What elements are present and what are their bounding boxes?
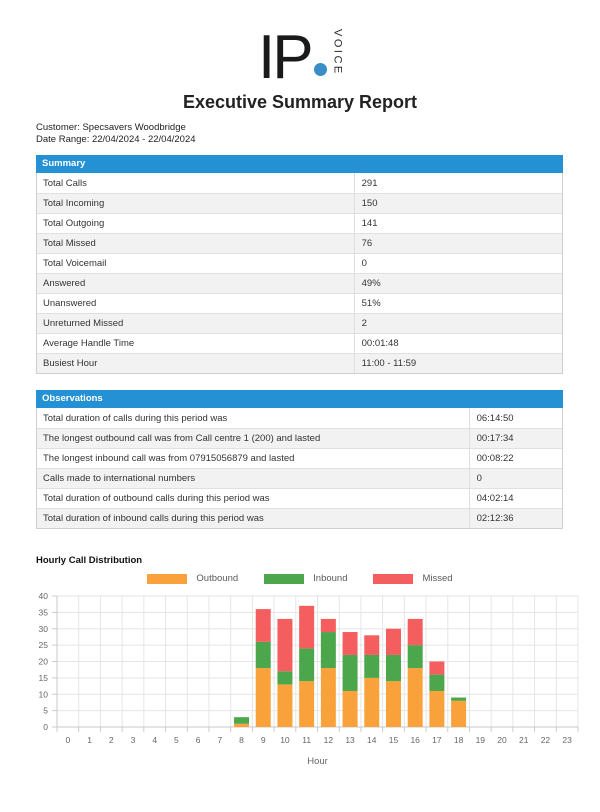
- row-label: Total Outgoing: [37, 214, 355, 233]
- row-value: 2: [361, 318, 367, 329]
- hourly-call-distribution-chart: [0, 588, 600, 783]
- table-row: [37, 173, 562, 193]
- summary-table: [36, 155, 563, 374]
- svg-text:4: 4: [152, 735, 158, 745]
- svg-text:18: 18: [453, 735, 464, 745]
- summary-table-header: Summary: [36, 155, 563, 173]
- row-value: 06:14:50: [476, 412, 514, 424]
- legend-label: Missed: [422, 573, 453, 584]
- table-row: [37, 333, 562, 353]
- row-value: 76: [361, 238, 373, 249]
- table-row: [37, 233, 562, 253]
- svg-text:8: 8: [239, 735, 244, 745]
- chart-legend: [0, 573, 600, 584]
- svg-text:Hour: Hour: [307, 756, 328, 767]
- row-label: Total Incoming: [37, 194, 355, 213]
- row-label: Average Handle Time: [37, 334, 355, 353]
- svg-text:35: 35: [38, 607, 48, 618]
- row-value: 00:01:48: [361, 338, 399, 349]
- svg-text:5: 5: [43, 705, 48, 716]
- observations-table-header: Observations: [36, 390, 563, 408]
- svg-text:1: 1: [87, 735, 92, 745]
- row-value: 0: [361, 258, 367, 269]
- svg-text:0: 0: [65, 735, 71, 745]
- table-row: [37, 468, 562, 488]
- observations-table-body: [36, 408, 563, 529]
- svg-text:13: 13: [345, 735, 355, 745]
- page-title: Executive Summary Report: [182, 92, 418, 112]
- legend-swatch-icon: [264, 574, 304, 584]
- svg-text:20: 20: [497, 735, 507, 745]
- svg-text:15: 15: [38, 672, 48, 683]
- table-row: [37, 448, 562, 468]
- row-label: The longest inbound call was from 07915056879 and lasted: [37, 449, 470, 468]
- row-value: 02:12:36: [476, 513, 514, 524]
- row-label: Total duration of calls during this period was: [37, 408, 470, 428]
- date-range-line: Date Range: 22/04/2024 - 22/04/2024: [36, 133, 196, 145]
- svg-text:21: 21: [518, 735, 529, 745]
- table-row: [37, 273, 562, 293]
- svg-text:0: 0: [43, 722, 48, 732]
- logo-dot-icon: [314, 63, 327, 76]
- summary-table-body: [36, 173, 563, 374]
- row-value: 51%: [361, 298, 381, 309]
- svg-text:11: 11: [302, 735, 312, 745]
- svg-text:3: 3: [130, 735, 136, 745]
- svg-text:22: 22: [540, 735, 551, 745]
- row-label: The longest outbound call was from Call centre 1 (200) and lasted: [37, 429, 470, 448]
- svg-text:25: 25: [38, 640, 48, 651]
- svg-text:40: 40: [38, 591, 48, 601]
- svg-text:10: 10: [280, 735, 290, 745]
- table-row: [37, 428, 562, 448]
- svg-text:23: 23: [562, 735, 572, 745]
- row-value: 150: [361, 198, 378, 209]
- logo-vertical-text: VOICE: [331, 29, 344, 76]
- row-value: 291: [361, 177, 378, 189]
- table-row: [37, 193, 562, 213]
- logo-ip-letters: IP: [258, 23, 311, 92]
- svg-text:12: 12: [323, 735, 334, 745]
- row-value: 00:17:34: [476, 433, 514, 444]
- svg-text:5: 5: [174, 735, 179, 745]
- row-value: 49%: [361, 278, 381, 289]
- legend-label: Outbound: [196, 573, 239, 584]
- svg-text:10: 10: [38, 689, 48, 700]
- svg-text:16: 16: [410, 735, 420, 745]
- row-value: 04:02:14: [476, 493, 514, 504]
- svg-text:6: 6: [195, 735, 201, 745]
- table-row: [37, 508, 562, 528]
- legend-swatch-icon: [147, 574, 187, 584]
- row-label: Total duration of outbound calls during this period was: [37, 489, 470, 508]
- customer-info: [36, 122, 196, 145]
- legend-item-inbound: [264, 573, 347, 584]
- row-label: Unanswered: [37, 294, 355, 313]
- logo-text: [258, 23, 327, 92]
- row-value: 141: [361, 218, 378, 229]
- legend-label: Inbound: [313, 573, 348, 584]
- row-value: 0: [476, 473, 482, 484]
- svg-text:20: 20: [38, 656, 48, 667]
- legend-item-missed: [373, 573, 452, 584]
- svg-text:7: 7: [217, 735, 223, 745]
- observations-table: [36, 390, 563, 529]
- row-label: Total Voicemail: [37, 254, 355, 273]
- row-label: Total Missed: [37, 234, 355, 253]
- table-row: [37, 293, 562, 313]
- svg-text:17: 17: [432, 735, 442, 745]
- table-row: [37, 353, 562, 373]
- svg-text:19: 19: [475, 735, 486, 745]
- table-row: [37, 213, 562, 233]
- row-value: 00:08:22: [476, 453, 514, 464]
- row-label: Answered: [37, 274, 355, 293]
- table-row: [37, 488, 562, 508]
- row-label: Unreturned Missed: [37, 314, 355, 333]
- svg-text:2: 2: [108, 735, 114, 745]
- svg-text:14: 14: [367, 735, 377, 745]
- table-row: [37, 253, 562, 273]
- svg-text:30: 30: [38, 623, 48, 634]
- row-label: Calls made to international numbers: [37, 469, 470, 488]
- row-label: Busiest Hour: [37, 354, 355, 373]
- table-row: [37, 408, 562, 428]
- row-value: 11:00 - 11:59: [361, 358, 417, 369]
- legend-swatch-icon: [373, 574, 413, 584]
- legend-item-outbound: [147, 573, 238, 584]
- chart-title: Hourly Call Distribution: [36, 555, 143, 566]
- svg-text:9: 9: [260, 735, 266, 745]
- row-label: Total Calls: [37, 173, 355, 193]
- table-row: [37, 313, 562, 333]
- svg-text:15: 15: [388, 735, 399, 745]
- ipvoice-logo: [258, 23, 344, 92]
- row-label: Total duration of inbound calls during this period was: [37, 509, 470, 528]
- customer-line: Customer: Specsavers Woodbridge: [36, 122, 186, 133]
